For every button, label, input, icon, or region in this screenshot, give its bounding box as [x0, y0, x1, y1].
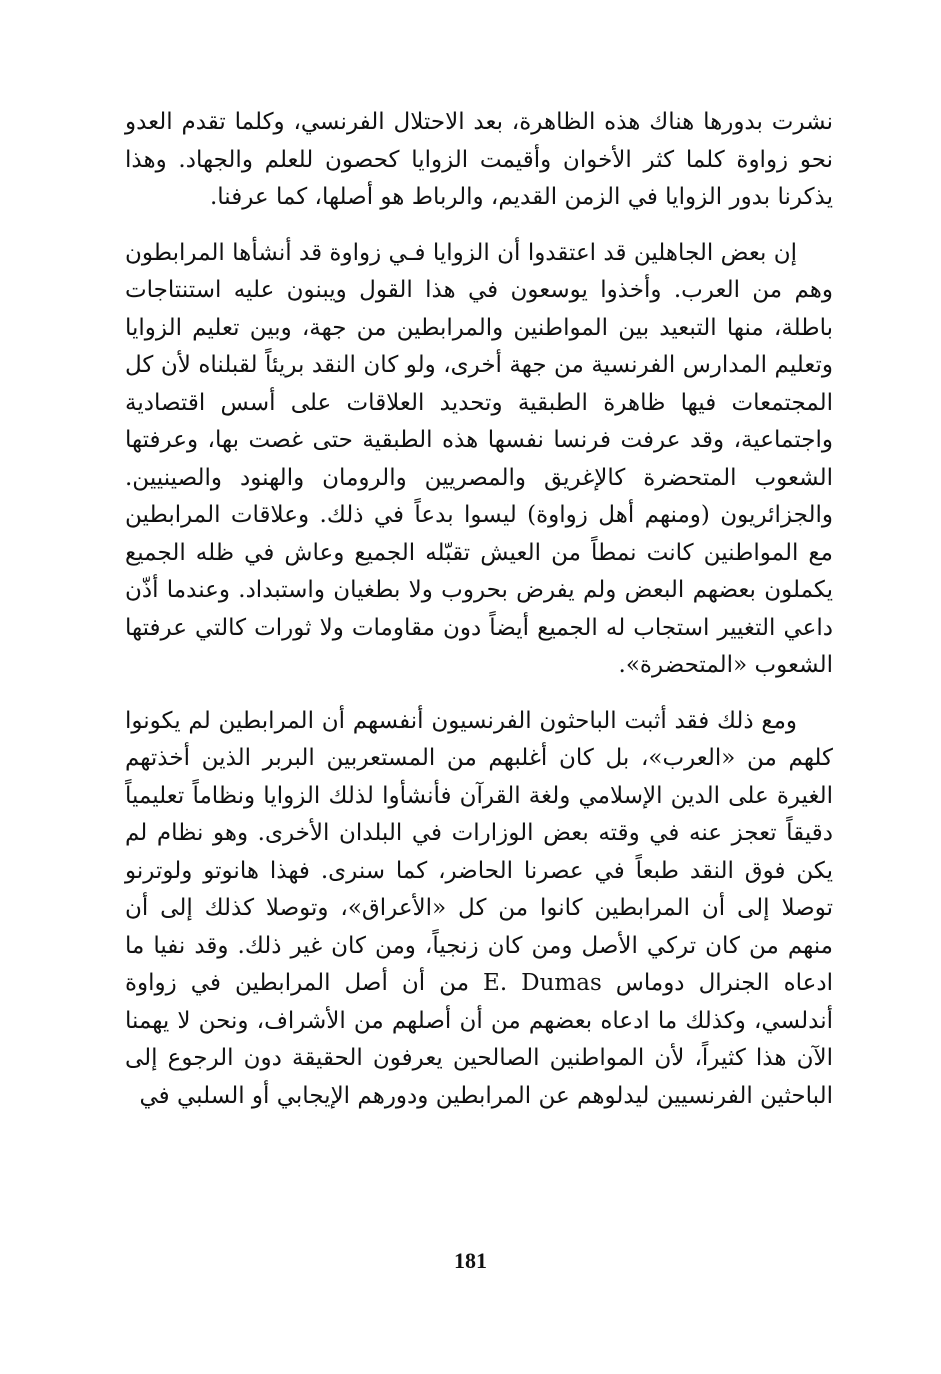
- paragraph-1: نشرت بدورها هناك هذه الظاهرة، بعد الاحتلال الفرنسي، وكلما تقدم العدو نحو زواوة كلما كثر الأخوان وأقيمت الزوايا كحصون للعلم والجهاد. وهذا يذكرنا بدور الزوايا في الزمن القديم، والرباط هو أصلها، كما عرفنا.: [125, 109, 833, 210]
- page-number: 181: [454, 1248, 487, 1273]
- paragraph-2: إن بعض الجاهلين قد اعتقدوا أن الزوايا فـي زواوة قد أنشأها المرابطون وهم من العرب. وأخذوا يوسعون في هذا القول ويبنون عليه استنتاجات باطلة، منها التبعيد بين المواطنين والمرابطين من جهة، وبين تعليم الزوايا وتعليم المدارس الفرنسية من جهة أخرى، ولو كان النقد بريئاً لقبلناه لأن كل المجتمعات فيها ظاهرة الطبقية وتحديد العلاقات على أسس اقتصادية واجتماعية، وقد عرفت فرنسا نفسها هذه الطبقية حتى غصت بها، وعرفتها الشعوب المتحضرة كالإغريق والمصريين والرومان والهنود والصينيين. والجزائريون (ومنهم أهل زواوة) ليسوا بدعاً في ذلك. وعلاقات المرابطين مع المواطنين كانت نمطاً من العيش تقبّله الجميع وعاش في ظله الجميع يكملون بعضهم البعض ولم يفرض بحروب ولا بطغيان واستبداد. وعندما أذّن داعي التغيير استجاب له الجميع أيضاً دون مقاومات ولا ثورات كالتي عرفتها الشعوب «المتحضرة».: [125, 239, 833, 678]
- body-text: [125, 104, 833, 1133]
- paragraph-3: ومع ذلك فقد أثبت الباحثون الفرنسيون أنفسهم أن المرابطين لم يكونوا كلهم من «العرب»، بل كان أغلبهم من المستعربين البربر الذين أخذتهم الغيرة على الدين الإسلامي ولغة القرآن فأنشأوا لذلك الزوايا ونظاماً تعليمياً دقيقاً تعجز عنه في وقته بعض الوزارات في البلدان الأخرى. وهو نظام لم يكن فوق النقد طبعاً في عصرنا الحاضر، كما سنرى. فهذا هانوتو ولوترنو توصلا إلى أن المرابطين كانوا من كل «الأعراق»، وتوصلا كذلك إلى أن منهم من كان تركي الأصل ومن كان زنجياً، ومن كان غير ذلك. وقد نفيا ما ادعاه الجنرال دوماس E. Dumas من أن أصل المرابطين في زواوة أندلسي، وكذلك ما ادعاه بعضهم من أن أصلهم من الأشراف، ونحن لا يهمنا الآن هذا كثيراً، لأن المواطنين الصالحين يعرفون الحقيقة دون الرجوع إلى الباحثين الفرنسيين ليدلوهم عن المرابطين ودورهم الإيجابي أو السلبي في: [125, 707, 833, 1109]
